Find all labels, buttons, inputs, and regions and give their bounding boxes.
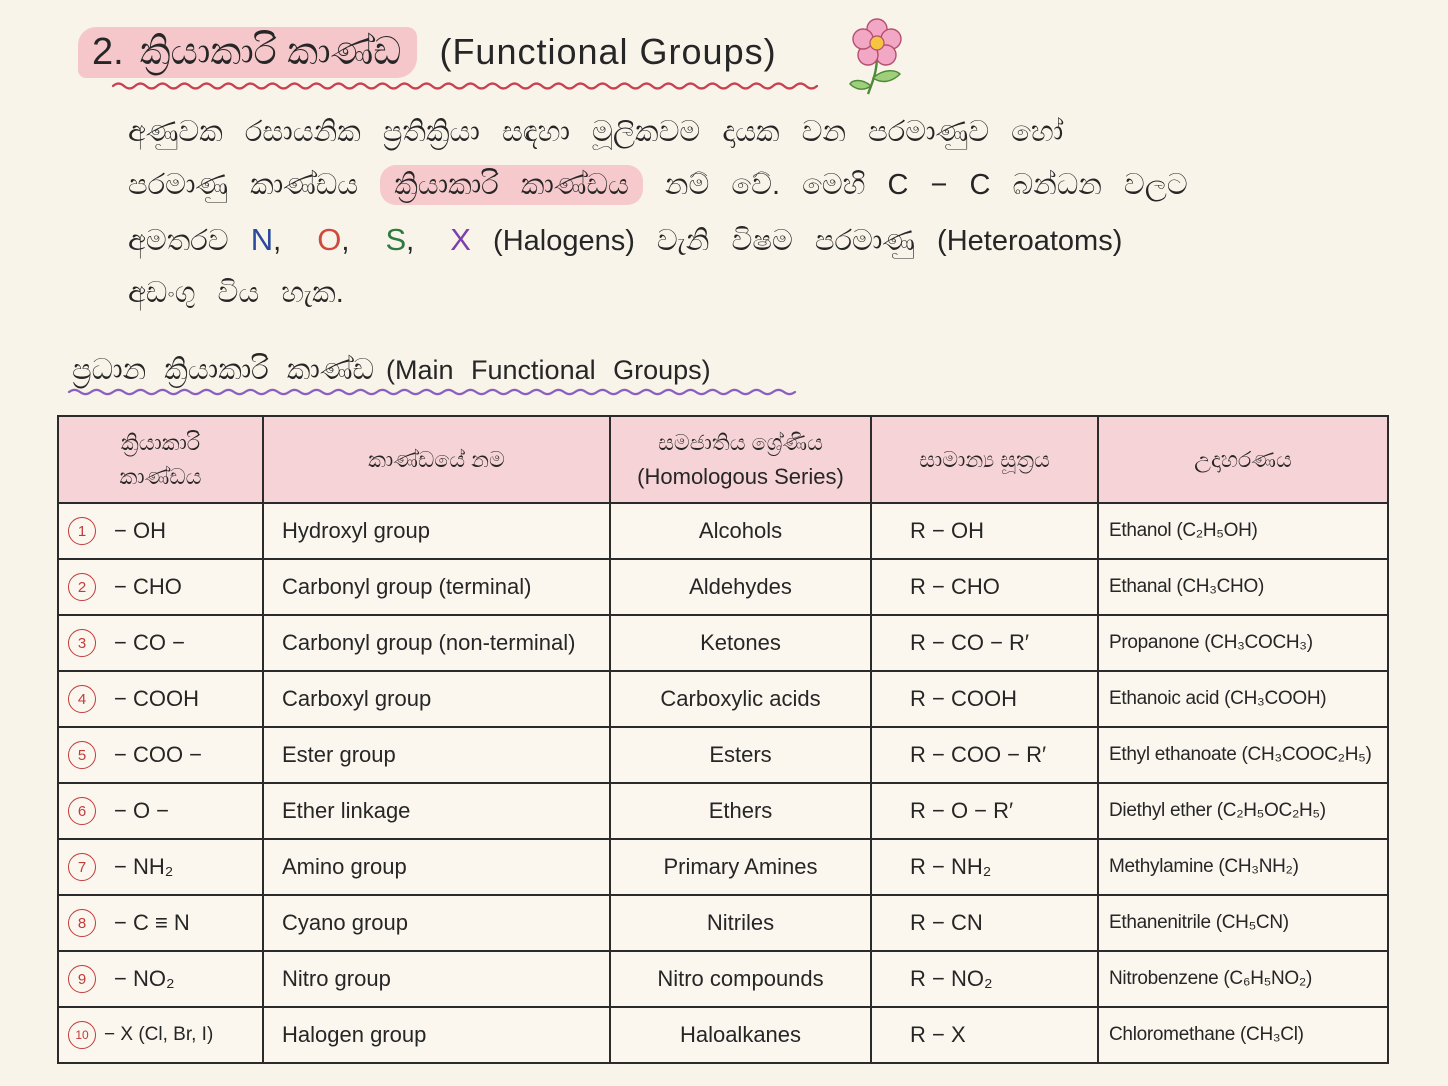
atom-separator: , — [341, 225, 350, 257]
group-cell — [58, 895, 263, 951]
group-cell — [58, 783, 263, 839]
row-number: 7 — [68, 853, 96, 881]
title-english: (Functional Groups) — [439, 31, 777, 72]
group-formula: − COOH — [114, 686, 199, 711]
group-cell — [58, 615, 263, 671]
atom-o: O — [317, 222, 342, 257]
group-name: Amino group — [263, 839, 610, 895]
table-row — [58, 951, 1388, 1007]
table-row — [58, 783, 1388, 839]
row-number: 2 — [68, 573, 96, 601]
homologous-series: Aldehydes — [610, 559, 871, 615]
example: Ethyl ethanoate (CH₃COOC₂H₅) — [1098, 727, 1388, 783]
intro-line-2-pre: පරමාණු කාණ්ඩය — [128, 169, 359, 201]
group-name: Hydroxyl group — [263, 503, 610, 559]
intro-line-2 — [128, 163, 1188, 207]
section-heading-sinhala: ප්‍රධාන ක්‍රියාකාරි කාණ්ඩ — [72, 354, 375, 386]
functional-groups-table — [57, 415, 1389, 1064]
group-formula: − X (Cl, Br, I) — [104, 1024, 214, 1045]
homologous-series: Primary Amines — [610, 839, 871, 895]
table-row — [58, 503, 1388, 559]
header-group-line-1: ක්‍රියාකාරි — [120, 429, 201, 455]
header-series-line-2: (Homologous Series) — [637, 463, 844, 489]
header-series-line-1: සමජාතිය ශ්‍රේණිය — [658, 429, 823, 455]
table-row — [58, 559, 1388, 615]
general-formula: R − OH — [871, 503, 1098, 559]
general-formula: R − O − R′ — [871, 783, 1098, 839]
intro-line-4: අඩංගු විය හැක. — [128, 277, 344, 309]
example: Ethanal (CH₃CHO) — [1098, 559, 1388, 615]
general-formula: R − X — [871, 1007, 1098, 1063]
page-title — [78, 22, 777, 82]
general-formula: R − NH₂ — [871, 839, 1098, 895]
intro-line-1: අණුවක රසායනික ප්‍රතික්‍රියා සඳහා මූලිකවම දායක වන පරමාණුව හෝ — [128, 116, 1064, 148]
general-formula: R − CHO — [871, 559, 1098, 615]
title-sinhala: ක්‍රියාකාරි කාණ්ඩ — [139, 30, 402, 73]
title-highlight — [78, 27, 417, 78]
title-wavy-underline — [112, 79, 820, 93]
row-number: 1 — [68, 517, 96, 545]
row-number: 5 — [68, 741, 96, 769]
homologous-series: Ethers — [610, 783, 871, 839]
general-formula: R − CN — [871, 895, 1098, 951]
group-cell — [58, 839, 263, 895]
general-formula: R − COO − R′ — [871, 727, 1098, 783]
group-formula: − C ≡ N — [114, 910, 190, 935]
atom-x: X — [450, 222, 471, 257]
group-cell — [58, 503, 263, 559]
flower-icon — [846, 16, 908, 98]
example: Methylamine (CH₃NH₂) — [1098, 839, 1388, 895]
intro-line-2-post: නම් වේ. මෙහි C − C බන්ධන වලට — [664, 169, 1188, 201]
table-row — [58, 671, 1388, 727]
row-number: 4 — [68, 685, 96, 713]
homologous-series: Nitro compounds — [610, 951, 871, 1007]
group-cell — [58, 951, 263, 1007]
group-formula: − NO₂ — [114, 966, 175, 991]
homologous-series: Haloalkanes — [610, 1007, 871, 1063]
homologous-series: Alcohols — [610, 503, 871, 559]
row-number: 10 — [68, 1021, 96, 1049]
title-number: 2. — [92, 30, 124, 73]
general-formula: R − COOH — [871, 671, 1098, 727]
intro-line-3 — [128, 218, 1122, 262]
header-group-line-2: කාණ්ඩය — [119, 463, 202, 489]
group-cell — [58, 559, 263, 615]
group-formula: − CHO — [114, 574, 182, 599]
example: Diethyl ether (C₂H₅OC₂H₅) — [1098, 783, 1388, 839]
group-formula: − OH — [114, 518, 166, 543]
header-formula: සාමාන්‍ය සූත්‍රය — [871, 416, 1098, 503]
group-name: Halogen group — [263, 1007, 610, 1063]
table-row — [58, 839, 1388, 895]
header-series — [610, 416, 871, 503]
group-formula: − COO − — [114, 742, 203, 767]
example: Ethanol (C₂H₅OH) — [1098, 503, 1388, 559]
group-name: Carbonyl group (terminal) — [263, 559, 610, 615]
table-row — [58, 615, 1388, 671]
atom-separator: , — [273, 225, 282, 257]
intro-line-3-pre: අමතරව — [128, 225, 229, 257]
intro-highlight-term: ක්‍රියාකාරි කාණ්ඩය — [380, 165, 643, 205]
group-name: Carbonyl group (non-terminal) — [263, 615, 610, 671]
header-example: උදාහරණය — [1098, 416, 1388, 503]
group-cell — [58, 671, 263, 727]
row-number: 3 — [68, 629, 96, 657]
group-formula: − NH₂ — [114, 854, 174, 879]
example: Nitrobenzene (C₆H₅NO₂) — [1098, 951, 1388, 1007]
row-number: 8 — [68, 909, 96, 937]
group-name: Cyano group — [263, 895, 610, 951]
example: Chloromethane (CH₃Cl) — [1098, 1007, 1388, 1063]
table-header-row — [58, 416, 1388, 503]
section-wavy-underline — [68, 386, 816, 398]
group-formula: − CO − — [114, 630, 185, 655]
group-name: Carboxyl group — [263, 671, 610, 727]
section-heading-english: (Main Functional Groups) — [386, 355, 711, 385]
atom-separator: , — [406, 225, 415, 257]
group-name: Ester group — [263, 727, 610, 783]
group-cell — [58, 1007, 263, 1063]
group-name: Nitro group — [263, 951, 610, 1007]
atom-s: S — [385, 222, 407, 257]
table-row — [58, 895, 1388, 951]
example: Ethanenitrile (CH₅CN) — [1098, 895, 1388, 951]
table-row — [58, 1007, 1388, 1063]
example: Ethanoic acid (CH₃COOH) — [1098, 671, 1388, 727]
intro-line-3-post: (Halogens) වැනි විෂම පරමාණු (Heteroatoms) — [493, 225, 1123, 257]
homologous-series: Ketones — [610, 615, 871, 671]
homologous-series: Carboxylic acids — [610, 671, 871, 727]
general-formula: R − NO₂ — [871, 951, 1098, 1007]
homologous-series: Nitriles — [610, 895, 871, 951]
atom-n: N — [250, 222, 274, 257]
row-number: 9 — [68, 965, 96, 993]
table-row — [58, 727, 1388, 783]
group-cell — [58, 727, 263, 783]
homologous-series: Esters — [610, 727, 871, 783]
header-name: කාණ්ඩයේ නම — [263, 416, 610, 503]
header-group — [58, 416, 263, 503]
general-formula: R − CO − R′ — [871, 615, 1098, 671]
group-formula: − O − — [114, 798, 170, 823]
row-number: 6 — [68, 797, 96, 825]
example: Propanone (CH₃COCH₃) — [1098, 615, 1388, 671]
group-name: Ether linkage — [263, 783, 610, 839]
